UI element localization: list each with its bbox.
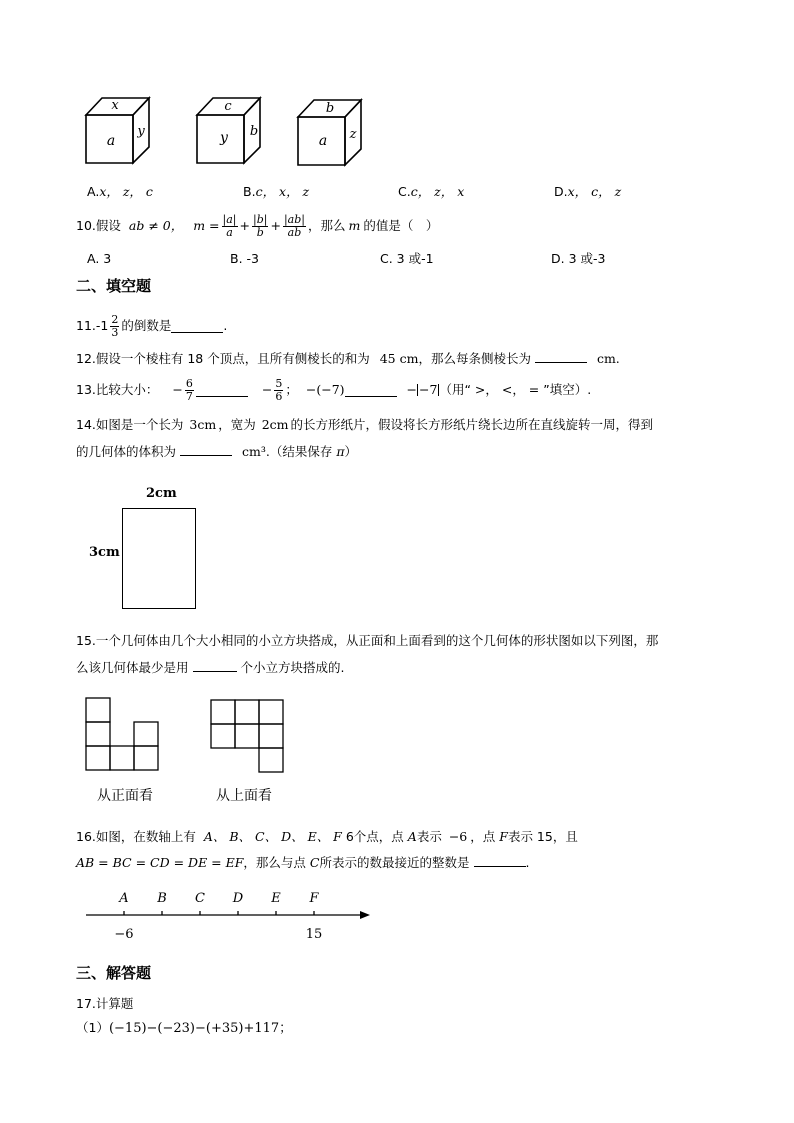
q14-answer-blank[interactable] — [180, 443, 232, 456]
q16-end: . — [525, 855, 530, 870]
cube-figure-1 — [84, 95, 154, 167]
q16-a-value: −6 — [448, 829, 468, 844]
q13-absolute-value: −7 — [419, 382, 438, 397]
number-line-point-label: F — [309, 891, 319, 906]
minus-sign: − — [261, 382, 273, 397]
plus-sign: + — [239, 218, 250, 233]
q16-points: A、 B、 C、 D、 E、 F — [203, 829, 342, 844]
option-values: c， z， x — [410, 184, 465, 199]
q14-line-2 — [76, 443, 357, 460]
q14-text-b: ，宽为 — [218, 417, 256, 432]
q16-point-f: F — [499, 829, 508, 844]
q10-option-a: A. 3 — [87, 251, 112, 266]
q15-top-view — [210, 699, 285, 772]
q17-item-1-expression: (−15)−(−23)−(+35)+117； — [108, 1021, 293, 1036]
q15-top-label: 从上面看 — [216, 788, 272, 804]
q16-text-f: ，那么与点 — [243, 855, 306, 870]
option-values: x， z， c — [99, 184, 153, 199]
q16-line-2 — [76, 854, 529, 871]
q17-item-1-prefix: （1） — [76, 1020, 109, 1035]
q13-tail: （用“ >， <， = ”填空）. — [439, 382, 592, 397]
q16-line-1 — [76, 829, 578, 845]
q16-text-a: 16.如图，在数轴上有 — [76, 829, 196, 844]
q10-option-c: C. 3 或-1 — [380, 251, 434, 266]
q10-prefix: 10.假设 — [76, 218, 121, 233]
q11-prefix: 11.-1 — [76, 318, 109, 333]
q16-number-line — [84, 884, 374, 944]
number-line-point-label: E — [271, 891, 281, 906]
q17-title: 17.计算题 — [76, 996, 134, 1011]
number-line-point-label: A — [119, 891, 129, 906]
q15-line-2 — [76, 659, 344, 676]
minus-sign: − — [406, 382, 418, 397]
q10-fraction-1: $\frac{|a|}{a}$ — [222, 212, 237, 239]
option-key: B. — [243, 184, 256, 199]
q14-text-c: 的长方形纸片，假设将长方形纸片绕长边所在直线旋转一周，得到 — [290, 417, 654, 432]
q10-option-b: B. -3 — [230, 251, 259, 266]
q11-end: . — [223, 318, 228, 333]
q13-answer-blank-1[interactable] — [196, 384, 248, 397]
q15-front-view — [85, 697, 160, 770]
q12-unit: cm. — [596, 351, 620, 366]
q11-fraction: $\frac{2}{3}$ — [111, 312, 119, 339]
q14-line-1 — [76, 417, 653, 433]
q16-point-c: C — [309, 855, 320, 870]
q16-answer-blank[interactable] — [474, 854, 526, 867]
q13-fraction-b: $\frac{5}{6}$ — [275, 376, 283, 403]
cube-top-label: x — [111, 98, 119, 113]
q16-text-d: ，点 — [470, 829, 496, 844]
q10-m-equals: m = — [193, 218, 220, 233]
q14-unit: cm³.（结果保存 — [241, 444, 333, 459]
q16-text-b: 6个点，点 — [345, 829, 404, 844]
q12-mid: ，那么每条侧棱长为 — [418, 351, 531, 366]
q15-text-b: 个小立方块搭成的. — [240, 660, 345, 675]
q11-answer-blank[interactable] — [171, 320, 223, 333]
q11-suffix: 的倒数是 — [121, 318, 172, 333]
cube-front-label: a — [106, 133, 116, 149]
cube-front-label: y — [220, 130, 228, 146]
option-key: A. — [87, 184, 100, 199]
q12-text: 12.假设一个棱柱有 18 个顶点，且所有侧棱长的和为 — [76, 351, 370, 366]
q14-text-a: 14.如图是一个长为 — [76, 417, 184, 432]
q16-text-e: 表示 15，且 — [507, 829, 578, 844]
q15-answer-blank[interactable] — [193, 659, 237, 672]
q10-m: m — [348, 218, 361, 233]
q10-stem — [76, 210, 438, 242]
q11-stem — [76, 311, 227, 341]
q13-stem — [76, 374, 591, 406]
option-values: x， c， z — [567, 184, 622, 199]
q14-length-label: 3cm — [89, 545, 120, 560]
plus-sign: + — [270, 218, 281, 233]
number-line-value-label: 15 — [305, 927, 323, 942]
q10-fraction-2: $\frac{|b|}{b}$ — [253, 212, 268, 239]
q12-answer-blank[interactable] — [535, 350, 587, 363]
cube-side-label: z — [349, 127, 357, 142]
option-key: C. — [398, 184, 411, 199]
q10-condition: ab ≠ 0， — [128, 218, 184, 233]
cube-top-label: c — [224, 99, 232, 114]
q16-point-a: A — [407, 829, 417, 844]
number-line-point-label: B — [157, 891, 167, 906]
q14-length: 3cm — [189, 417, 217, 432]
q15-text-a: 么该几何体最少是用 — [76, 660, 189, 675]
q12-stem — [76, 350, 620, 367]
q14-width-label: 2cm — [146, 486, 177, 501]
q10-suffix-b: 的值是（ ） — [363, 218, 439, 233]
q13-semicolon: ； — [285, 382, 298, 397]
option-values: c， x， z — [255, 184, 310, 199]
q10-option-d: D. 3 或-3 — [551, 251, 606, 266]
q14-pi: π — [336, 444, 345, 459]
q10-suffix-a: ，那么 — [307, 218, 346, 233]
number-line-point-label: C — [195, 891, 205, 906]
q14-text-d: 的几何体的体积为 — [76, 444, 177, 459]
q13-expression-c: −(−7) — [305, 382, 345, 397]
cube-side-label: y — [137, 124, 145, 139]
q12-value: 45 cm — [379, 351, 419, 366]
q17-item-1 — [76, 1020, 292, 1037]
cube-figure-2 — [195, 95, 265, 167]
q16-text-g: 所表示的数最接近的整数是 — [319, 855, 470, 870]
section-heading-fill-in: 二、填空题 — [76, 277, 152, 295]
section-heading-solutions: 三、解答题 — [76, 964, 152, 982]
cube-top-label: b — [325, 101, 335, 116]
number-line-point-label: D — [232, 891, 244, 906]
cube-front-label: a — [318, 133, 328, 149]
number-line-value-label: −6 — [114, 927, 134, 942]
cube-figure-3 — [296, 97, 366, 169]
q9-option-d — [554, 184, 621, 200]
q9-option-b — [243, 184, 309, 200]
q9-option-c — [398, 184, 464, 200]
q13-answer-blank-2[interactable] — [345, 384, 397, 397]
option-key: D. — [554, 184, 568, 199]
q9-option-a — [87, 184, 153, 200]
q13-fraction-a: $\frac{6}{7}$ — [185, 376, 193, 403]
q14-rectangle — [122, 508, 196, 609]
q15-front-label: 从正面看 — [97, 788, 153, 804]
q15-line-1: 15.一个几何体由几个大小相同的小立方块搭成，从正面和上面看到的这个几何体的形状图如以下列图，那 — [76, 633, 659, 648]
q10-fraction-3: $\frac{|ab|}{ab}$ — [283, 212, 305, 239]
q14-width: 2cm — [261, 417, 289, 432]
cube-side-label: b — [249, 124, 259, 139]
q16-equation: AB = BC = CD = DE = EF — [76, 855, 244, 870]
q13-prefix: 13.比较大小： — [76, 382, 159, 397]
q16-text-c: 表示 — [416, 829, 442, 844]
q14-end: ） — [344, 444, 358, 459]
minus-sign: − — [172, 382, 183, 397]
